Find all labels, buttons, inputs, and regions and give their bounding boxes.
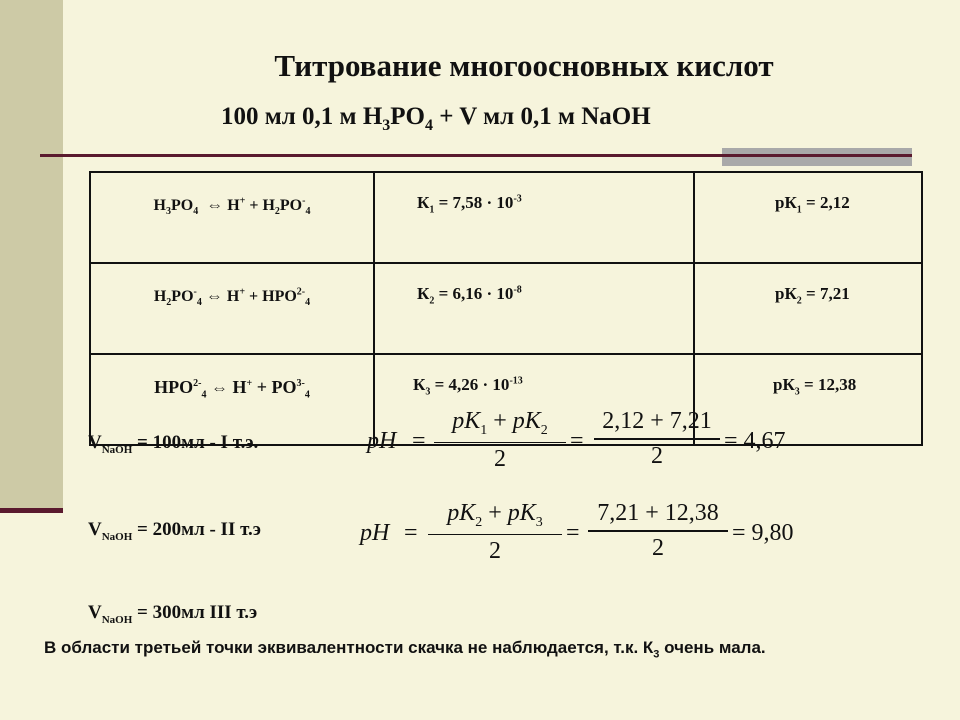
k-value-cell: $К_3 = 4,26 \cdot 10^{-13}$ — [374, 354, 694, 445]
pk-value-cell: $рК_1 = 2,12$ — [694, 172, 922, 263]
fraction: 2,12 + 7,21 2 — [594, 408, 720, 470]
equivalence-point-3: $V_{NaOH} = 300мл$ III т.э — [88, 602, 258, 626]
header-accent — [722, 148, 912, 166]
equivalence-point-1: $V_{NaOH} = 100мл - I$ т.э. — [88, 432, 259, 456]
slide-subtitle: 100 мл 0,1 м $H_3PO_4 + V$ мл 0,1 м NaOH — [221, 103, 651, 134]
fraction: $pK_2 + pK_3$ 2 — [428, 500, 562, 565]
slide-title: Титрование многоосновных кислот — [274, 48, 774, 83]
left-decor-rule — [0, 508, 63, 513]
equation-cell: $H_2PO^-_4$ ⇔ $H^+ + HPO^{2-}_4$ — [90, 263, 374, 354]
pk-value-cell: $рК_3 = 12,38$ — [694, 354, 922, 445]
table-row — [90, 172, 922, 263]
table-row — [90, 263, 922, 354]
fraction: 7,21 + 12,38 2 — [588, 500, 728, 562]
k-value-cell: $К_2 = 6,16 \cdot 10^{-8}$ — [374, 263, 694, 354]
equation-cell: $H_3PO_4$ ⇔ $H^+ + H_2PO^-_4$ — [90, 172, 374, 263]
equilibrium-arrow-icon: ⇔ — [205, 286, 223, 305]
conclusion-note: В области третьей точки эквивалентности скачка не наблюдается, т.к. $К_3$ очень мала. — [44, 638, 766, 661]
equation-cell: $HPO^{2-}_4$ ⇔ $H^+ + PO^{3-}_4$ — [90, 354, 374, 445]
pk-value-cell: $рК_2 = 7,21$ — [694, 263, 922, 354]
dissociation-table — [89, 171, 923, 446]
fraction: $pK_1 + pK_2$ 2 — [434, 408, 566, 473]
equilibrium-arrow-icon: ⇔ — [211, 378, 228, 397]
k-value-cell: $К_1 = 7,58 \cdot 10^{-3}$ — [374, 172, 694, 263]
equivalence-point-2: $V_{NaOH} = 200мл$ - II т.э — [88, 519, 261, 543]
equilibrium-arrow-icon: ⇔ — [206, 195, 224, 214]
